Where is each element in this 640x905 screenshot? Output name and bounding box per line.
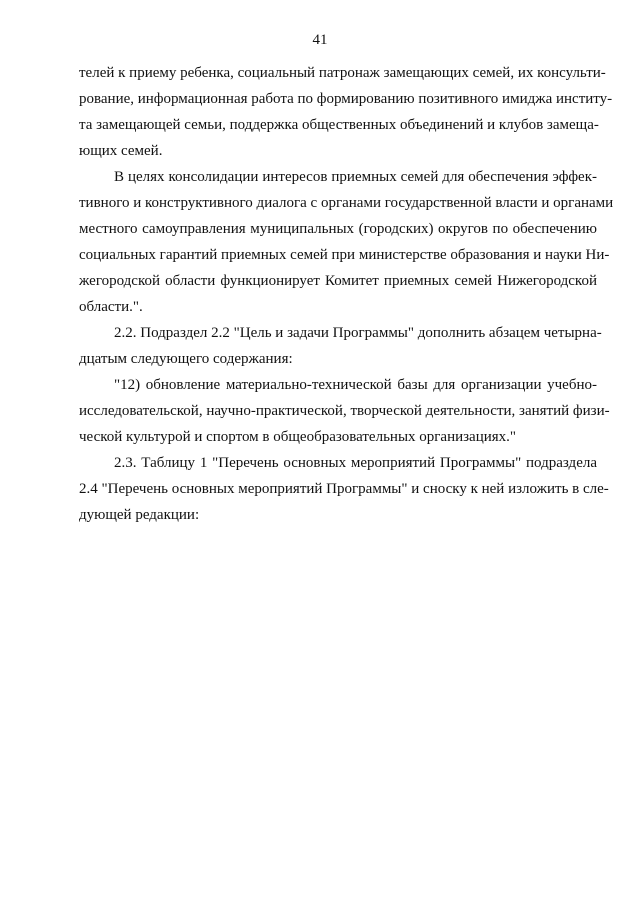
text-line: местного самоуправления муниципальных (городских) округов по обеспечению: [79, 221, 597, 237]
text-line: тивного и конструктивного диалога с органами государственной власти и органами: [79, 195, 614, 211]
paragraph-amendment-2-3: [79, 450, 609, 528]
paragraph-committee: [79, 164, 614, 320]
text-line: та замещающей семьи, поддержка общественных объединений и клубов замеща-: [79, 117, 599, 133]
paragraph-amendment-2-2: [79, 320, 602, 372]
text-line: исследовательской, научно-практической, творческой деятельности, занятий физи-: [79, 403, 610, 419]
text-line: ющих семей.: [79, 143, 163, 159]
text-line: социальных гарантий приемных семей при министерстве образования и науки Ни-: [79, 247, 610, 263]
paragraph-quoted-item-12: [79, 372, 610, 450]
page-number: 41: [312, 32, 328, 48]
text-line: области.".: [79, 299, 143, 315]
paragraph-continuation: [79, 60, 613, 164]
text-line: рование, информационная работа по формированию позитивного имиджа институ-: [79, 91, 613, 107]
text-line: телей к приему ребенка, социальный патронаж замещающих семей, их консульти-: [79, 65, 606, 81]
text-line: ческой культурой и спортом в общеобразовательных организациях.": [79, 429, 517, 445]
text-line: дующей редакции:: [79, 507, 200, 523]
text-line: В целях консолидации интересов приемных семей для обеспечения эффек-: [114, 169, 597, 185]
text-line: 2.4 "Перечень основных мероприятий Программы" и сноску к ней изложить в сле-: [79, 481, 609, 497]
text-line: 2.2. Подраздел 2.2 "Цель и задачи Программы" дополнить абзацем четырна-: [114, 325, 602, 341]
text-line: жегородской области функционирует Комитет приемных семей Нижегородской: [79, 273, 597, 289]
text-line: "12) обновление материально-технической базы для организации учебно-: [114, 377, 597, 393]
text-line: 2.3. Таблицу 1 "Перечень основных мероприятий Программы" подраздела: [114, 455, 597, 471]
text-line: дцатым следующего содержания:: [79, 351, 293, 367]
